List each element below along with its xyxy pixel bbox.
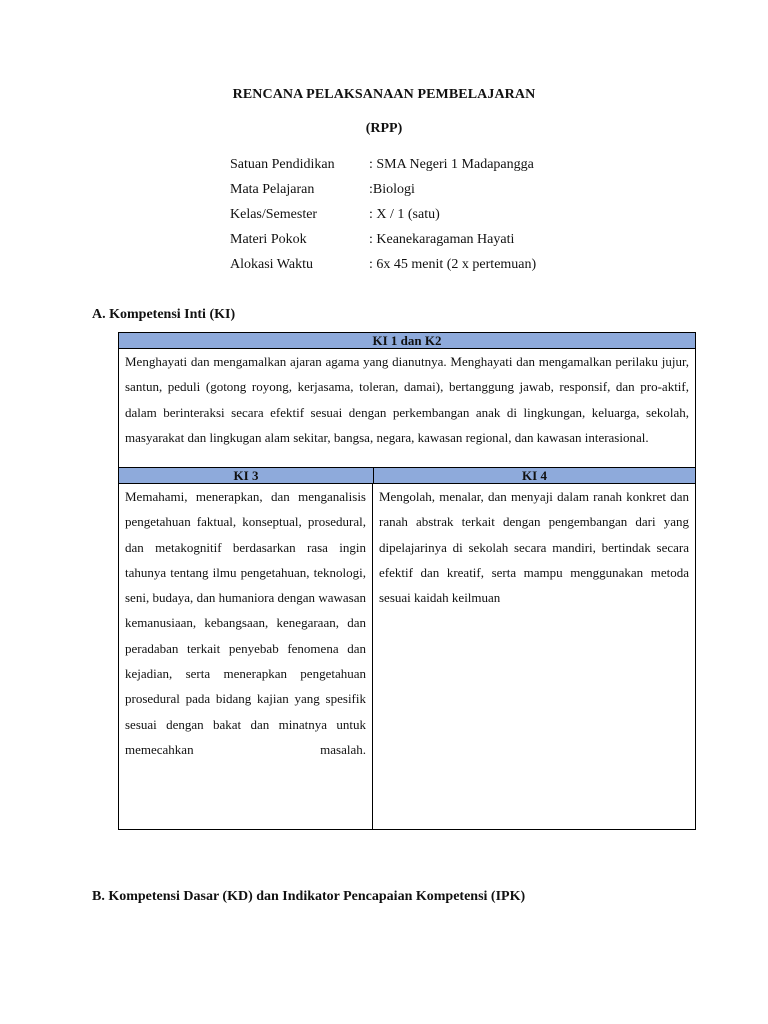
ki-split-body [119, 484, 695, 829]
identity-label: Materi Pokok [230, 231, 307, 247]
identity-row [230, 202, 536, 227]
identity-label: Alokasi Waktu [230, 256, 313, 272]
ki1-header: KI 1 dan K2 [119, 333, 695, 349]
ki3-header: KI 3 [119, 468, 374, 483]
ki3-cell [119, 484, 373, 829]
ki-table [118, 332, 696, 830]
identity-table [230, 152, 536, 277]
identity-value: : Keanekaragaman Hayati [369, 231, 515, 247]
ki1-text: Menghayati dan mengamalkan ajaran agama yang dianutnya. Menghayati dan mengamalkan perilaku jujur, santun, peduli (gotong royong, kerjasama, toleran, damai), bertanggung jawab, responsif, dan pro-aktif, dalam berinteraksi secara efektif sesuai dengan perkembangan anak di lingkungan, keluarga, sekolah, masyarakat dan lingkugan alam sekitar, bangsa, negara, kawasan regional, dan kawasan interasional. [125, 354, 689, 445]
identity-row [230, 177, 536, 202]
ki1-cell [119, 349, 695, 468]
identity-label: Mata Pelajaran [230, 181, 315, 197]
identity-label: Satuan Pendidikan [230, 156, 335, 172]
identity-row [230, 227, 536, 252]
identity-row [230, 252, 536, 277]
ki3-text: Memahami, menerapkan, dan menganalisis pengetahuan faktual, konseptual, prosedural, dan metakognitif berdasarkan rasa ingin tahunya tentang ilmu pengetahuan, teknologi, seni, budaya, dan humaniora dengan wawasan kemanusiaan, kebangsaan, kenegaraan, dan peradaban terkait penyebab fenomena dan kejadian, serta menerapkan pengetahuan prosedural pada bidang kajian yang spesifik sesuai dengan bakat dan minatnya untuk memecahkan masalah. [125, 489, 366, 757]
identity-row [230, 152, 536, 177]
ki4-cell [373, 484, 695, 829]
page-title: RENCANA PELAKSANAAN PEMBELAJARAN [232, 87, 536, 102]
page-subtitle: (RPP) [365, 121, 403, 136]
section-b-heading: B. Kompetensi Dasar (KD) dan Indikator Pencapaian Kompetensi (IPK) [92, 889, 526, 904]
identity-value: : 6x 45 menit (2 x pertemuan) [369, 256, 537, 272]
ki4-text: Mengolah, menalar, dan menyaji dalam ranah konkret dan ranah abstrak terkait dengan pengembangan dari yang dipelajarinya di sekolah secara mandiri, bertindak secara efektif dan kreatif, serta mampu menggunakan metoda sesuai kaidah keilmuan [379, 489, 689, 606]
ki-split-header [119, 468, 695, 484]
ki4-header: KI 4 [374, 468, 695, 483]
identity-label: Kelas/Semester [230, 206, 318, 222]
identity-value: : X / 1 (satu) [369, 206, 440, 222]
identity-value: :Biologi [369, 181, 415, 197]
section-a-heading: A. Kompetensi Inti (KI) [92, 307, 236, 322]
identity-value: : SMA Negeri 1 Madapangga [369, 156, 534, 172]
